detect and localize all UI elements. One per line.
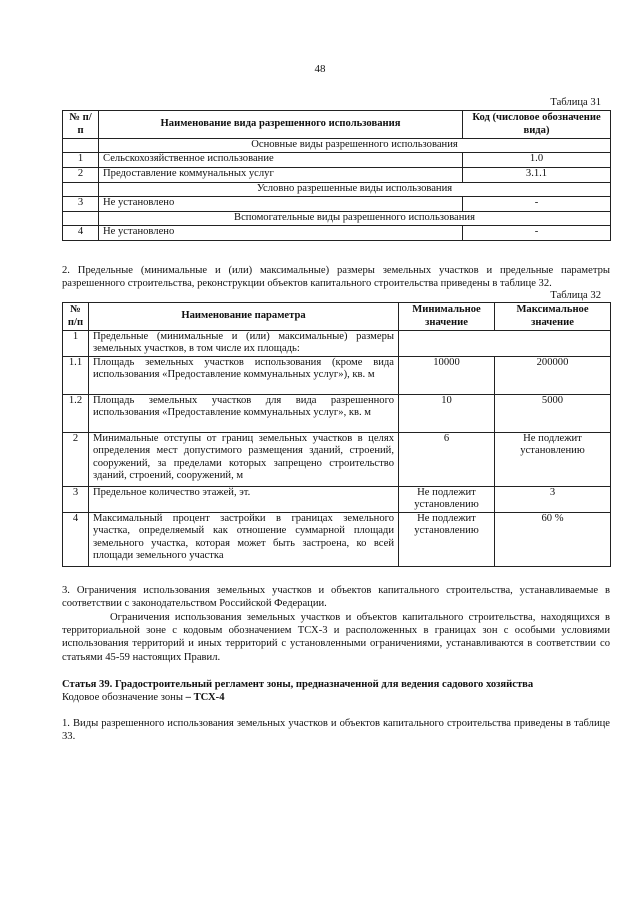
table32-caption: Таблица 32 bbox=[550, 290, 601, 301]
paragraph-2: 2. Предельные (минимальные и (или) максимальные) размеры земельных участков и предельные параметры разрешенного строительства, реконструкции объектов капитального строительства приведены в таблице 32. bbox=[62, 265, 610, 290]
paragraph-3-restrictions: Ограничения использования земельных участков и объектов капитального строительства, находящихся в территориальной зоне с кодовым обозначением ТСХ-3 и расположенных в границах зон с особыми условиями использования территорий и иных территорий с установленными ограничениями, устанавливаются в соответствии со статьями 45-59 настоящих Правил. bbox=[62, 612, 610, 663]
zone-code-line bbox=[62, 691, 610, 704]
table-row: 4 Максимальный процент застройки в границах земельного участка, определяемый как отношение суммарной площади земельного участка, которая может быть застроена, ко всей площади земельного участка Не подлежит установлению 60 % bbox=[63, 513, 611, 567]
table31-header-num: № п/п bbox=[63, 111, 99, 139]
table-row: 4 Не установлено - bbox=[63, 226, 611, 241]
table32-header-name: Наименование параметра bbox=[89, 303, 399, 331]
table-row: 3 Не установлено - bbox=[63, 197, 611, 212]
table-row: 2 Минимальные отступы от границ земельных участков в целях определения мест допустимого размещения зданий, строений, сооружений, за пределами которых запрещено строительство зданий, строений, сооружений, м 6 Не подлежит установлению bbox=[63, 433, 611, 487]
paragraph-3: 3. Ограничения использования земельных участков и объектов капитального строительства, устанавливаемые в соответствии с законодательством Российской Федерации. bbox=[62, 585, 610, 610]
table32-header-min: Минимальное значение bbox=[399, 303, 495, 331]
table31-caption: Таблица 31 bbox=[550, 97, 601, 108]
table-31 bbox=[62, 110, 611, 241]
table31-header-code: Код (числовое обозначение вида) bbox=[463, 111, 611, 139]
table-row: 2 Предоставление коммунальных услуг 3.1.1 bbox=[63, 168, 611, 183]
zone-code-dash: – bbox=[185, 692, 191, 703]
table31-section-conditional: Условно разрешенные виды использования bbox=[99, 183, 611, 197]
table-row: 1.1 Площадь земельных участков использования (кроме вида использования «Предоставление коммунальных услуг»), кв. м 10000 200000 bbox=[63, 357, 611, 395]
paragraph-1: 1. Виды разрешенного использования земельных участков и объектов капитального строительства приведены в таблице 33. bbox=[62, 718, 610, 743]
page-number: 48 bbox=[314, 63, 326, 75]
table-row: 3 Предельное количество этажей, эт. Не подлежит установлению 3 bbox=[63, 487, 611, 513]
article-title: Статья 39. Градостроительный регламент зоны, предназначенной для ведения садового хозяйства bbox=[62, 679, 534, 690]
table31-header-name: Наименование вида разрешенного использования bbox=[99, 111, 463, 139]
zone-code: ТСХ-4 bbox=[193, 692, 225, 703]
table-row: 1 Предельные (минимальные и (или) максимальные) размеры земельных участков, в том числе их площадь: bbox=[63, 331, 611, 357]
table31-section-main: Основные виды разрешенного использования bbox=[99, 139, 611, 153]
zone-code-label: Кодовое обозначение зоны bbox=[62, 692, 183, 703]
table-row: 1 Сельскохозяйственное использование 1.0 bbox=[63, 153, 611, 168]
table-row: 1.2 Площадь земельных участков для вида разрешенного использования «Предоставление коммунальных услуг», кв. м 10 5000 bbox=[63, 395, 611, 433]
table32-header-num: № п/п bbox=[63, 303, 89, 331]
table32-header-max: Максимальное значение bbox=[495, 303, 611, 331]
table31-section-auxiliary: Вспомогательные виды разрешенного использования bbox=[99, 212, 611, 226]
table-32 bbox=[62, 302, 611, 567]
